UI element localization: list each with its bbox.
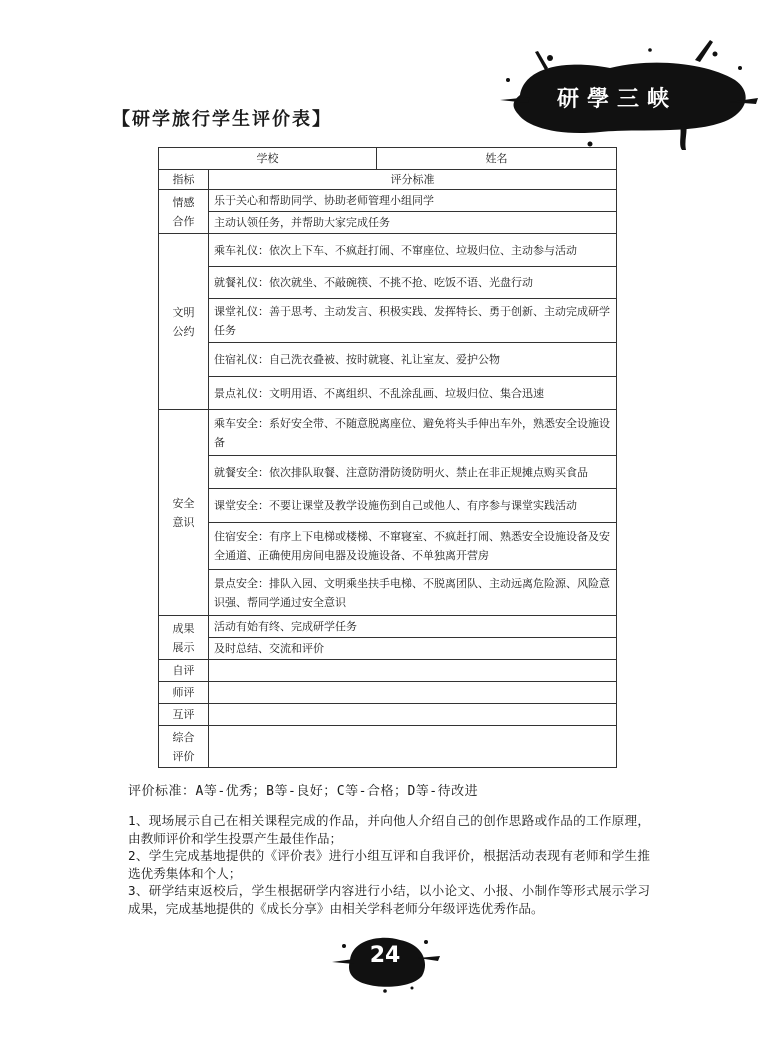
page-title: 【研学旅行学生评价表】 — [112, 109, 332, 130]
evaluation-table — [158, 147, 617, 768]
criteria-cell: 就餐安全：依次排队取餐、注意防滑防烫防明火、禁止在非正规摊点购买食品 — [209, 456, 617, 489]
school-label: 学校 — [159, 148, 377, 170]
indicator-header: 指标 — [159, 170, 209, 190]
overall-eval-field[interactable] — [209, 726, 617, 768]
table-row — [159, 170, 617, 190]
table-row — [159, 523, 617, 570]
criteria-cell: 乐于关心和帮助同学、协助老师管理小组同学 — [209, 190, 617, 212]
criteria-cell: 课堂安全：不要让课堂及教学设施伤到自己或他人、有序参与课堂实践活动 — [209, 489, 617, 523]
table-row — [159, 704, 617, 726]
table-row — [159, 299, 617, 343]
criteria-cell: 及时总结、交流和评价 — [209, 638, 617, 660]
name-label: 姓名 — [377, 148, 617, 170]
table-row — [159, 616, 617, 638]
criteria-cell: 住宿安全：有序上下电梯或楼梯、不窜寝室、不疯赶打闹、熟悉安全设施设备及安全通道、正确使用房间电器及设施设备、不单独离开营房 — [209, 523, 617, 570]
self-eval-label: 自评 — [159, 660, 209, 682]
indicator-cell: 成果 展示 — [159, 616, 209, 660]
table-row — [159, 726, 617, 768]
table-row — [159, 489, 617, 523]
note-item: 3、研学结束返校后，学生根据研学内容进行小结，以小论文、小报、小制作等形式展示学习成果，完成基地提供的《成长分享》由相关学科老师分年级评选优秀作品。 — [128, 883, 650, 916]
criteria-cell: 住宿礼仪：自己洗衣叠被、按时就寝、礼让室友、爱护公物 — [209, 343, 617, 377]
criteria-cell: 乘车礼仪：依次上下车、不疯赶打闹、不窜座位、垃圾归位、主动参与活动 — [209, 234, 617, 267]
notes-list — [128, 812, 650, 917]
peer-eval-label: 互评 — [159, 704, 209, 726]
grading-legend: 评价标准：A等-优秀；B等-良好；C等-合格；D等-待改进 — [128, 784, 479, 799]
teacher-eval-label: 师评 — [159, 682, 209, 704]
indicator-cell: 情感 合作 — [159, 190, 209, 234]
table-row — [159, 234, 617, 267]
indicator-cell: 文明 公约 — [159, 234, 209, 410]
table-row — [159, 343, 617, 377]
criteria-cell: 就餐礼仪：依次就坐、不敲碗筷、不挑不抢、吃饭不语、光盘行动 — [209, 267, 617, 299]
table-row — [159, 570, 617, 616]
overall-eval-label: 综合 评价 — [159, 726, 209, 768]
note-item: 2、学生完成基地提供的《评价表》进行小组互评和自我评价，根据活动表现有老师和学生推选优秀集体和个人； — [128, 848, 650, 881]
self-eval-field[interactable] — [209, 660, 617, 682]
criteria-header: 评分标准 — [209, 170, 617, 190]
criteria-cell: 课堂礼仪：善于思考、主动发言、积极实践、发挥特长、勇于创新、主动完成研学任务 — [209, 299, 617, 343]
criteria-cell: 主动认领任务，并帮助大家完成任务 — [209, 212, 617, 234]
table-row — [159, 148, 617, 170]
criteria-cell: 景点礼仪：文明用语、不离组织、不乱涂乱画、垃圾归位、集合迅速 — [209, 377, 617, 410]
note-item: 1、现场展示自己在相关课程完成的作品，并向他人介绍自己的创作思路或作品的工作原理，由教师评价和学生投票产生最佳作品； — [128, 813, 650, 846]
criteria-cell: 活动有始有终、完成研学任务 — [209, 616, 617, 638]
criteria-cell: 景点安全：排队入园、文明乘坐扶手电梯、不脱离团队、主动远离危险源、风险意识强、帮同学通过安全意识 — [209, 570, 617, 616]
table-row — [159, 682, 617, 704]
table-row — [159, 660, 617, 682]
table-row — [159, 212, 617, 234]
teacher-eval-field[interactable] — [209, 682, 617, 704]
table-row — [159, 456, 617, 489]
table-row — [159, 638, 617, 660]
peer-eval-field[interactable] — [209, 704, 617, 726]
table-row — [159, 190, 617, 212]
indicator-cell: 安全 意识 — [159, 410, 209, 616]
criteria-cell: 乘车安全：系好安全带、不随意脱离座位、避免将头手伸出车外，熟悉安全设施设备 — [209, 410, 617, 456]
table-row — [159, 410, 617, 456]
table-row — [159, 267, 617, 299]
table-row — [159, 377, 617, 410]
page-number: 24 — [369, 943, 401, 968]
brand-text: 研學三峡 — [556, 86, 677, 112]
